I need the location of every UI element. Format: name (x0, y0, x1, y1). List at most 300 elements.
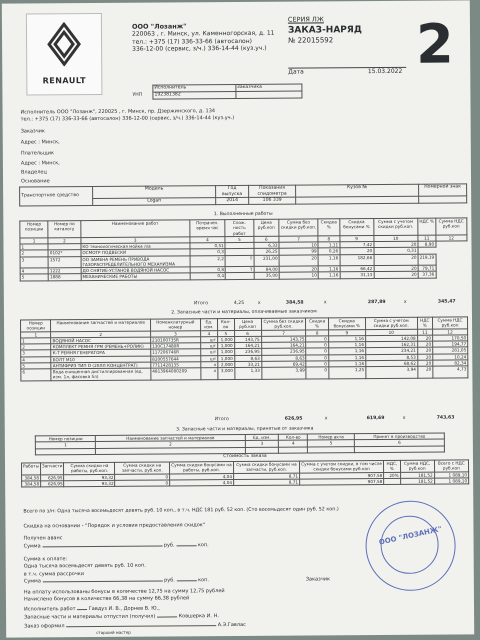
table-cell: 66,42 (340, 266, 374, 272)
parts-column-number: 4 (200, 330, 217, 336)
works-total-sum-discounted: 287,89 (367, 299, 386, 306)
works-column-number: 2 (48, 237, 81, 243)
executor-phone: тел.: +375 (17) 336-33-66 (автосалон) 336-12-00 (сервис, з/ч.) 336-14-44 (куз.уч.) (20, 115, 235, 123)
avans-sum-row (24, 542, 264, 550)
table-cell: 20 (417, 360, 432, 366)
table-cell: 20 (417, 335, 432, 341)
table-cell: 6,33 (254, 242, 279, 248)
customer-line: Заказчик (20, 128, 45, 135)
executor-label: Исполнитель (153, 85, 236, 93)
table-cell: шт (200, 343, 217, 349)
company-phone-2: 336-12-00 (сервис, з/ч.) 336-14-44 (куз.уч.) (132, 44, 267, 53)
parts-column-number: 9 (328, 329, 365, 336)
cost-header: Сумма НДС, руб.коп (400, 460, 434, 472)
accepted-header: Принят в производство (354, 433, 444, 440)
table-cell: 1,000 (218, 355, 235, 361)
table-cell: 0 (306, 342, 328, 348)
table-cell: ОО ЗАМЕНА РЕМЕНЬ ПРИВОДА ГАЗОРАСПРЕДЕЛИТЕЛЬНОГО МЕХАНИЗМА (81, 255, 190, 267)
order-number: № 22015592 (288, 36, 334, 46)
logo-text: RENAULT (42, 76, 87, 86)
table-cell: 8,63 (234, 355, 261, 361)
works-header: Скидка бонусами % (339, 219, 373, 236)
table-cell: 10,24 (433, 353, 468, 359)
works-header: Потрачен. время час (190, 220, 226, 237)
parts-header: Номенклатурный номер (150, 319, 200, 331)
cost-total-cell (384, 478, 400, 484)
cost-title: Стоимость заказа (223, 453, 267, 460)
unp-value: 192381382 (153, 92, 236, 100)
parts-header: Ед. изм. (200, 319, 217, 331)
table-cell: 117206746R (151, 349, 201, 356)
copy-number: 2 (415, 12, 454, 76)
accepted-column-number: 2 (96, 441, 245, 448)
company-phone: тел.: +375 (17) 336-33-66 (автосалон) (132, 37, 252, 46)
cost-cell: 93,32 (64, 474, 115, 481)
cost-cell: 20% (384, 472, 400, 478)
table-cell: Т (225, 255, 253, 267)
table-cell: 2,2 (190, 255, 226, 267)
installment-sum-row (24, 577, 264, 585)
table-cell: 82,34 (433, 360, 468, 366)
table-cell: 0,26 (318, 248, 340, 254)
table-cell: 3,99 (261, 367, 306, 379)
parts-header: Цена руб.коп (234, 318, 261, 330)
parts-header: Сумма без скидки руб.коп. (261, 318, 306, 330)
table-cell: 1,16 (328, 335, 365, 342)
table-cell: 236,95 (261, 348, 306, 355)
parts-total-sum: 626,95 (284, 416, 303, 422)
works-header: Наименование работ (81, 220, 190, 238)
table-cell: 1 (20, 244, 48, 250)
stamp-text: ООО "ЛОЗАНЖ" (378, 525, 443, 547)
parts-column-number: 8 (306, 329, 328, 335)
table-cell: 35,00 (254, 272, 279, 278)
table-cell: 10 (279, 242, 318, 249)
table-cell: 37,36 (418, 271, 436, 277)
cost-header: Всего с НДС руб.коп (434, 460, 468, 472)
order-title: ЗАКАЗ-НАРЯД (287, 25, 362, 36)
parts-column-number: 7 (261, 330, 306, 337)
table-cell: 10 (279, 272, 318, 279)
parts-total-x: х (324, 416, 328, 422)
works-total-x3: х (403, 299, 407, 305)
table-cell: 7711428135 (151, 362, 201, 369)
table-cell: 20 (417, 341, 432, 347)
table-cell: 1,25 (328, 367, 365, 379)
works-title: 1. Выполненные работы (213, 211, 273, 218)
table-cell: 8,53 (366, 354, 418, 361)
table-cell (226, 273, 254, 279)
unp-table (152, 84, 302, 100)
senior-master-label: старший мастер (96, 629, 131, 635)
table-cell: 20 (374, 265, 418, 272)
executor-line: Исполнитель ООО "Лозанж", 220025 , г. Минск, пр. Дзержинского, д. 134 (20, 108, 216, 116)
table-cell: 7,42 (340, 242, 374, 248)
parts-header: Сумма с учетом скидки руб.коп. (365, 317, 417, 329)
avans-rub: руб. (163, 542, 175, 549)
cost-header: Сумма с учетом скидки, в том числе скидки бонусами руб.коп (301, 460, 382, 472)
table-cell: 79,71 (418, 265, 436, 271)
table-cell: шт (201, 349, 218, 355)
parts-total-x2: х (402, 415, 406, 421)
accepted-header: Ед. изм. (245, 434, 279, 440)
cost-cell: 626,95 (41, 474, 65, 480)
works-column-number: 12 (436, 235, 467, 241)
table-cell: 2,000 (218, 361, 235, 367)
vehicle-body-header: Кузов № (296, 184, 419, 197)
works-total-time: 4,25 (233, 300, 245, 307)
parts-header: Сумма НДС руб.коп (432, 317, 467, 329)
bonus-used: На оплату использованы бонусы в количестве 12,75 на сумму 12,75 рублей (23, 588, 225, 596)
installment-kop: коп. (198, 577, 210, 584)
accepted-column-number: 5 (308, 440, 355, 447)
table-cell: 6 (21, 369, 51, 381)
table-cell: 1,16 (328, 360, 365, 367)
table-cell: 1,16 (318, 266, 340, 272)
table-cell: 33,21 (234, 361, 261, 367)
executor-names: Гавдуз И. В., Дорнев В. Ю., (88, 605, 160, 613)
table-cell: 20 (374, 254, 418, 266)
parts-column-number: 12 (433, 328, 468, 334)
works-header: Цена руб.коп (254, 219, 279, 236)
installment-rub: руб. (164, 577, 175, 584)
cost-header: Сумма скидки бонусами на запчасти, руб.коп. (233, 461, 299, 473)
accepted-table (35, 433, 445, 455)
table-cell: 0 (306, 348, 328, 354)
table-cell: ВОДЯНОЙ НАСОС (51, 337, 151, 344)
series-label: СЕРИЯ ЛЖ (287, 15, 324, 24)
accepted-column-number: 3 (245, 440, 279, 446)
table-cell: 20 (417, 347, 432, 353)
works-total-vat: 345,47 (437, 299, 456, 305)
order-formed-label: Заказ оформил (24, 623, 65, 630)
table-cell: 0,31 (374, 247, 418, 254)
parts-total-sum-discounted: 619,69 (366, 415, 385, 422)
works-header: Номер по каталогу (48, 221, 81, 238)
parts-issued-label: Запасные части и материалы отпустил (получил) (24, 613, 156, 621)
vehicle-table (19, 183, 467, 206)
cost-cell: 1 089,10 (434, 471, 468, 477)
parts-issue-row (24, 613, 219, 621)
works-column-number: 5 (225, 236, 253, 242)
installment-label: в т.ч. сумма рассрочки (23, 571, 85, 578)
cost-total-cell: 181,52 (400, 478, 434, 484)
executor-work-label: Исполнитель работ (24, 606, 76, 613)
table-cell: 20 (417, 366, 432, 378)
table-cell: 4 (21, 356, 51, 362)
table-cell: БОЛТ М10 (51, 356, 151, 363)
table-cell: Т (225, 266, 253, 272)
table-cell: 219,19 (418, 254, 436, 266)
installment-sum-label: Сумма (23, 578, 41, 585)
parts-header: Скидка бонусами % (328, 318, 365, 330)
table-cell: 99 (279, 248, 318, 255)
table-cell: 1,000 (218, 343, 235, 349)
date-label: Дата (288, 68, 304, 76)
payer-address: Адрес : Минск, (20, 160, 60, 167)
table-cell: ДО СНЯТИЕ-УСТАНОВ ВОДЯНОЙ НАСОС (81, 267, 190, 274)
accepted-header: Наименование запчастей и материалов (96, 434, 245, 441)
parts-header: Кол-во (217, 319, 234, 331)
table-cell: 210100735R (151, 337, 201, 344)
table-cell: 20 (374, 241, 418, 248)
table-cell: 1,16 (328, 348, 365, 355)
vehicle-body (296, 197, 419, 205)
parts-total-row (214, 415, 469, 423)
table-cell: 0,3 (190, 249, 226, 255)
works-header: Скидка % (318, 219, 340, 236)
customer-sign-label: Заказчик (305, 576, 331, 583)
cost-cell: 4,04 (170, 473, 234, 480)
table-cell: 1,11 (318, 242, 340, 248)
owner-line: Владелец (20, 169, 47, 176)
renault-diamond-icon (47, 22, 81, 66)
table-cell: 20 (279, 254, 318, 266)
cost-header: Сумма скидки бонусами на работы, руб.коп. (171, 462, 232, 473)
works-total-sum: 384,58 (285, 300, 304, 306)
parts-total-vat: 743,63 (436, 415, 455, 421)
discount-basis: Скидка на основании - "Порядок и условия предоставления скидок" (23, 522, 206, 530)
works-column-number: 3 (81, 237, 190, 244)
cost-total-cell: 626,95 (41, 480, 65, 486)
works-total-x: х (257, 300, 261, 306)
cost-header: Работы (22, 463, 41, 475)
table-cell: 281,05 (433, 347, 468, 353)
cost-total-cell: 4,04 (170, 479, 234, 486)
parts-table (20, 316, 468, 381)
works-total-label: Итого (193, 301, 209, 307)
cost-total-cell: 1 089,10 (434, 478, 468, 484)
works-header: НДС % (418, 218, 436, 235)
parts-issuer: Ковшерка И. Н. (178, 613, 219, 620)
table-cell: 164,21 (234, 342, 261, 348)
table-cell: 69,42 (261, 361, 306, 368)
table-cell: АНТИФРИЗ ТИП D (20ЛЛ КОНЦЕНТРАТ) (51, 362, 151, 369)
customer-address: Адрес : Минск, (20, 139, 60, 146)
table-cell: шт (201, 355, 218, 361)
table-cell: 3 (20, 256, 48, 268)
cost-total-cell: 93,32 (64, 480, 115, 487)
table-cell: 0,4 (190, 273, 226, 279)
date-row (288, 67, 406, 76)
parts-header: Номер позиции (21, 320, 51, 332)
table-cell: 3,94 (366, 366, 418, 378)
works-column-number: 6 (254, 236, 279, 242)
works-total-x2: х (323, 300, 327, 306)
vehicle-plate-header: Номерной знак (419, 184, 467, 197)
works-column-number: 9 (340, 235, 374, 241)
table-cell: 0 (306, 361, 328, 367)
table-cell: 1 (21, 338, 51, 344)
table-cell: 194,77 (433, 341, 468, 347)
table-cell: 1572 (48, 256, 81, 268)
cost-cell: 181,52 (400, 472, 434, 478)
works-header: Слож. ность работ (225, 219, 254, 236)
works-column-number: 8 (318, 236, 340, 242)
works-column-number: 4 (190, 236, 226, 242)
table-cell: 20 (417, 354, 432, 360)
parts-column-number: 5 (218, 330, 235, 336)
renault-logo (26, 13, 103, 96)
parts-column-number: 2 (51, 331, 151, 338)
table-cell: 162,31 (365, 341, 417, 348)
accepted-title: 3. Запасные части и материалы, принятые от заказчика (176, 426, 314, 433)
parts-column-number: 1 (21, 331, 51, 337)
table-cell: 0 (306, 367, 328, 379)
cost-table (21, 459, 469, 487)
vehicle-year: 2014 (216, 198, 249, 205)
table-cell: л (201, 368, 218, 380)
cost-cell: 907,58 (300, 472, 384, 479)
table-cell: 0 (306, 354, 328, 360)
table-row (21, 366, 468, 381)
accepted-column-number: 6 (354, 439, 444, 446)
table-cell: 31,13 (340, 272, 374, 278)
table-cell: 8,90 (418, 241, 436, 247)
to-pay-label: Сумма к оплате: (23, 556, 68, 563)
vehicle-model: Logan (93, 198, 216, 206)
order-date: 15.03.2022 (367, 67, 403, 76)
table-cell: КОМПЛЕКТ РЕМНЯ ГРМ (РЕМЕНЬ+РОЛИК) (51, 343, 151, 350)
company-block (132, 22, 275, 54)
table-cell: 1,16 (328, 342, 365, 349)
table-cell: 0,51 (190, 243, 226, 249)
table-cell: 231,00 (254, 255, 279, 267)
works-header: Сумма без скидки руб.коп. (279, 219, 318, 236)
vehicle-label: Транспортное средство (20, 187, 93, 207)
total-words: Всего по з/н: Одна тысяча восемьдесят девять руб. 10 коп., в т.ч. НДС 181 руб. 52 коп. (Сто восемьдесят один руб. 52 коп.) (23, 507, 339, 515)
table-cell: 20 (374, 271, 418, 278)
vehicle-year-header: Год выпуска (216, 185, 249, 198)
table-cell: 4 (20, 268, 48, 274)
cost-cell: 0 (115, 473, 170, 480)
works-column-number: 1 (20, 238, 48, 244)
table-cell: 143,75 (261, 336, 306, 343)
table-cell: 8,63 (261, 355, 306, 362)
cost-header: Сумма скидки на работы, руб.коп. (64, 462, 115, 474)
vehicle-odometer-header: Показания спидометра (249, 185, 296, 198)
table-cell: КО технологическая мойка л/а (81, 243, 190, 250)
table-cell: 170,50 (433, 335, 468, 341)
table-cell: л (201, 361, 218, 367)
parts-header: НДС % (417, 317, 432, 329)
works-column-number: 11 (418, 235, 436, 241)
cost-header: НДС, % (384, 460, 400, 472)
works-header: Номер позиции (20, 221, 48, 238)
accepted-column-number: 4 (279, 440, 308, 446)
parts-header: Скидка % (306, 318, 328, 330)
table-cell: 236,95 (234, 349, 261, 355)
table-cell: 26,25 (254, 248, 279, 254)
table-cell: шт (200, 336, 217, 342)
cost-total-cell: 907,58 (300, 478, 384, 485)
cost-cell: 384,58 (22, 474, 41, 480)
table-cell: 3 (21, 350, 51, 356)
parts-total-label: Итого (214, 417, 229, 423)
table-cell: 234,21 (366, 347, 418, 354)
avans-label: Получен аванс (23, 535, 63, 542)
table-cell: МЕХАНИЧЕСКИЕ РАБОТЫ (81, 273, 190, 280)
table-cell: 68,62 (366, 360, 418, 367)
parts-column-number: 3 (150, 330, 200, 337)
table-cell: Вода очищенная дистиллированная (ед. изм. 1л, фасовка 5л) (51, 368, 151, 380)
cost-total-cell: 384,58 (22, 481, 41, 487)
parts-column-number: 10 (365, 329, 417, 336)
company-address: 220063 , г. Минск, ул. Каменногорская, д. 11 (131, 29, 275, 38)
table-cell: 142,08 (365, 335, 417, 342)
table-cell: 0 (306, 336, 328, 342)
table-cell: 1,16 (318, 272, 340, 278)
basis-line: Основание (21, 178, 50, 185)
avans-sum-label: Сумма (23, 543, 41, 550)
table-cell: 1,000 (218, 336, 235, 342)
table-cell: 5 (21, 363, 51, 369)
table-cell: 1,16 (318, 254, 340, 266)
bonus-earned: Начислено бонусов в количестве 66,38 на сумму 66,38 рублей (23, 595, 190, 603)
table-cell: 20 (279, 266, 318, 273)
vehicle-plate (419, 196, 467, 203)
parts-column-number: 11 (417, 329, 432, 335)
table-cell: 1,000 (218, 349, 235, 355)
cost-header: Запчасти (40, 463, 64, 475)
cost-header: Сумма скидки на запчасти, руб.коп. (115, 462, 170, 474)
table-cell: 0102* (48, 250, 81, 256)
vehicle-odometer: 106 339 (249, 198, 296, 205)
company-name: ООО "Лозанж" (131, 22, 187, 31)
unp-label: УНП (132, 92, 143, 98)
works-column-number: 7 (279, 236, 318, 243)
payer-line: Плательщик (20, 150, 55, 157)
table-cell: 4813964000209 (151, 368, 201, 380)
cost-total-cell: 0 (115, 480, 170, 487)
table-cell: 0,8 (190, 267, 226, 273)
works-header: Сумма НДС руб.коп (435, 218, 466, 235)
works-table (19, 217, 467, 281)
table-cell: 3,000 (218, 368, 235, 380)
table-cell: ОСМОТР ПОДВЕСКИ (81, 249, 190, 256)
vehicle-model-header: Модель (93, 186, 216, 199)
works-column-number: 10 (374, 235, 418, 242)
parts-title: 2. Запасные части и материалы, оплачиваемые заказчиком (171, 309, 317, 316)
parts-header: Наименование запчастей и материалов (51, 319, 151, 331)
accepted-header: Кол-во (279, 434, 308, 440)
table-cell: 143,75 (234, 336, 261, 342)
works-header: Сумма с учетом скидки руб.коп. (373, 218, 417, 235)
customer-label: Заказчика (235, 84, 302, 91)
table-cell: 1,33 (234, 367, 261, 379)
table-cell: 1,16 (328, 354, 365, 361)
table-cell: К-Т РЕМНЯ ГЕНЕРАТОРА (51, 349, 151, 356)
to-pay-words: Одна тысяча восемьдесят девять руб. 10 коп. (23, 562, 146, 570)
table-cell: 2 (20, 250, 48, 256)
table-cell: 2 (21, 344, 51, 350)
cost-cell: 8,71 (233, 473, 299, 480)
table-cell: 4,73 (433, 366, 468, 378)
accepted-column-number: 1 (35, 442, 95, 449)
executor-row (24, 606, 160, 613)
accepted-header: Номер акта (308, 434, 355, 441)
order-document (2, 0, 474, 637)
table-cell: 8200557644 (151, 355, 201, 362)
table-cell: 130C17480R (151, 343, 201, 350)
parts-column-number: 6 (234, 330, 261, 336)
company-stamp (365, 500, 456, 591)
table-cell: 182,66 (340, 254, 374, 266)
works-total-row (193, 299, 468, 307)
sign-name: А.Э.Гавлас (217, 621, 246, 629)
table-cell: 84,00 (254, 266, 279, 272)
order-formed-row (24, 622, 246, 630)
